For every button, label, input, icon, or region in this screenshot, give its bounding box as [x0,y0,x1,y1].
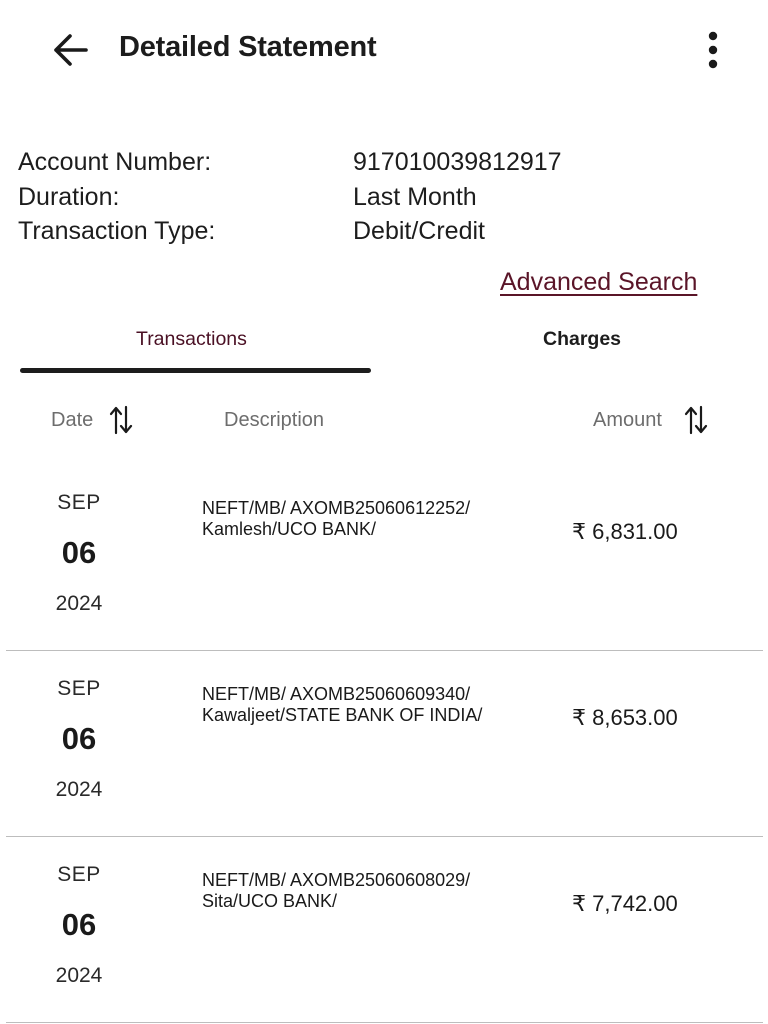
transaction-month: SEP [57,863,101,886]
transaction-month: SEP [57,677,101,700]
duration-row [18,183,738,218]
sort-icon[interactable] [108,403,134,437]
account-number-label: Account Number: [18,148,212,176]
transaction-row[interactable] [6,837,763,1023]
account-info [18,148,738,252]
transaction-amount: ₹ 7,742.00 [572,891,678,916]
transaction-day: 06 [61,907,97,942]
amount-column-header[interactable]: Amount [593,409,662,431]
transaction-year: 2024 [55,778,103,801]
transaction-description: NEFT/MB/ AXOMB25060612252/ Kamlesh/UCO BANK/ [202,498,471,539]
transaction-amount: ₹ 6,831.00 [572,519,678,544]
tab-charges[interactable]: Charges [543,328,622,350]
tab-transactions[interactable]: Transactions [136,328,247,350]
active-tab-indicator [20,368,371,373]
date-column-header[interactable]: Date [51,409,94,431]
transaction-month: SEP [57,491,101,514]
transaction-amount: ₹ 8,653.00 [572,705,678,730]
transaction-day: 06 [61,535,97,570]
transaction-description: NEFT/MB/ AXOMB25060608029/ Sita/UCO BANK/ [202,870,471,911]
more-vertical-icon [696,28,730,72]
description-column-header: Description [224,409,325,431]
duration-value: Last Month [353,182,477,211]
transaction-year: 2024 [55,964,103,987]
transaction-list [0,465,768,1023]
page-title: Detailed Statement [119,31,377,63]
transaction-description: NEFT/MB/ AXOMB25060609340/ Kawaljeet/STATE BANK OF INDIA/ [202,684,483,725]
transaction-row[interactable] [6,465,763,651]
top-app-bar [0,0,768,100]
transaction-day: 06 [61,721,97,756]
duration-label: Duration: [18,182,120,211]
transaction-year: 2024 [55,592,103,615]
transaction-type-value: Debit/Credit [353,217,485,245]
transaction-type-row [18,217,738,252]
advanced-search-link[interactable]: Advanced Search [500,268,698,296]
arrow-left-icon [46,28,94,72]
transaction-type-label: Transaction Type: [18,217,216,245]
more-options-button[interactable] [696,28,730,72]
account-number-value: 917010039812917 [353,148,562,176]
account-number-row [18,148,738,183]
transaction-row[interactable] [6,651,763,837]
sort-icon[interactable] [683,403,709,437]
back-button[interactable] [46,28,94,72]
